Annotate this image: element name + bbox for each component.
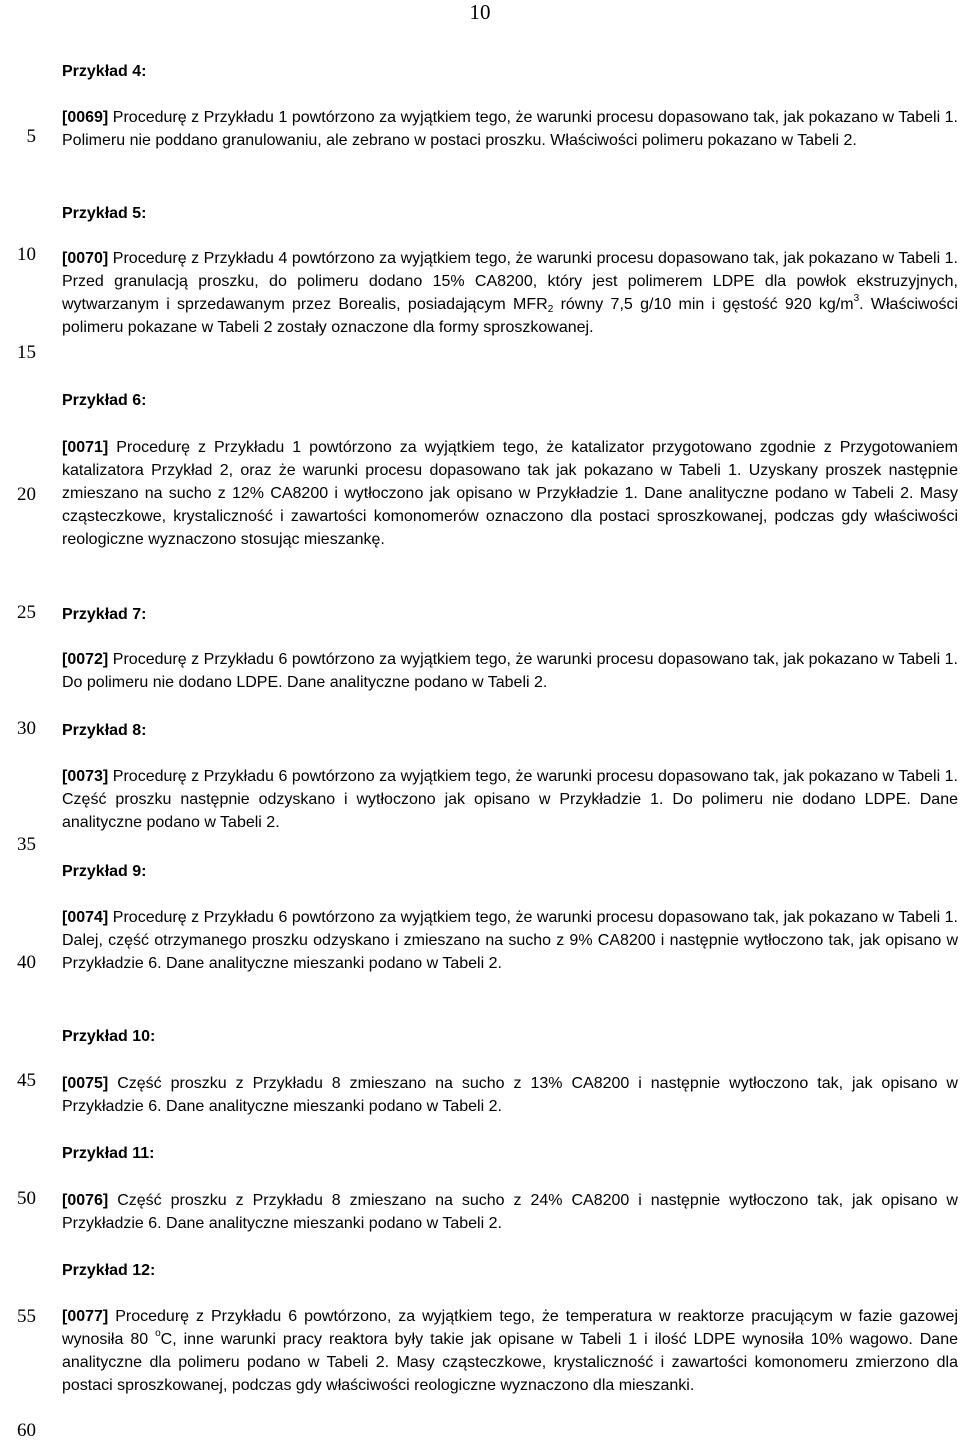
paragraph-text: Procedurę z Przykładu 6 powtórzono, za wyjątkiem tego, że temperatura w reaktorze pracującym w fazie gazowej wynosiła 80 bbox=[62, 1308, 958, 1348]
paragraph bbox=[62, 436, 958, 551]
paragraph-ref: [0072] bbox=[62, 651, 109, 668]
paragraph-text: Procedurę z Przykładu 6 powtórzono za wyjątkiem tego, że warunki procesu dopasowano tak, jak pokazano w Tabeli 1. Dalej, część otrzymanego proszku odzyskano i zmieszano na sucho z 9% CA8200 i następnie wytłoczono tak, jak opisano w Przykładzie 6. Dane analityczne mieszanki podano w Tabeli 2. bbox=[62, 909, 959, 972]
line-number: 15 bbox=[17, 342, 36, 363]
paragraph-text: Część proszku z Przykładu 8 zmieszano na sucho z 13% CA8200 i następnie wytłoczono tak, jak opisano w Przykładzie 6. Dane analityczne mieszanki podano w Tabeli 2. bbox=[62, 1075, 958, 1115]
line-number: 40 bbox=[17, 952, 36, 973]
line-number: 25 bbox=[17, 602, 36, 623]
paragraph bbox=[62, 247, 958, 339]
section-heading: Przykład 8: bbox=[62, 722, 147, 739]
section-heading: Przykład 10: bbox=[62, 1028, 156, 1045]
section-heading: Przykład 6: bbox=[62, 392, 147, 409]
section-heading: Przykład 12: bbox=[62, 1262, 156, 1279]
page-number: 10 bbox=[469, 0, 491, 24]
paragraph-text: C, inne warunki pracy reaktora były takie jak opisane w Tabeli 1 i ilość LDPE wynosiła 10% wagowo. Dane analityczne dla polimeru podano w Tabeli 2. Masy cząsteczkowe, krystaliczność i zawartości komonomeru zmierzono dla postaci sproszkowanej, podczas gdy właściwości reologiczne wyznaczono dla mieszanki. bbox=[62, 1331, 958, 1394]
line-number: 35 bbox=[17, 834, 36, 855]
line-number: 55 bbox=[17, 1306, 36, 1327]
paragraph-text: równy 7,5 g/10 min i gęstość 920 kg/m bbox=[553, 296, 854, 313]
subscript: 2 bbox=[547, 304, 554, 315]
paragraph-ref: [0077] bbox=[62, 1308, 109, 1325]
paragraph-text: Procedurę z Przykładu 4 powtórzono za wyjątkiem tego, że warunki procesu dopasowano tak, jak pokazano w Tabeli 1. Przed granulacją proszku, do polimeru dodano 15% CA8200, który jest polimerem LDPE dla powłok ekstruzyjnych, wytwarzanym i sprzedawanym przez Borealis, posiadającym MFR bbox=[62, 250, 959, 313]
line-number: 5 bbox=[26, 126, 36, 147]
line-number: 45 bbox=[17, 1070, 36, 1091]
paragraph bbox=[62, 1189, 958, 1235]
paragraph bbox=[62, 1305, 958, 1397]
paragraph bbox=[62, 906, 958, 975]
paragraph-ref: [0071] bbox=[62, 439, 109, 456]
section-heading: Przykład 9: bbox=[62, 863, 147, 880]
paragraph bbox=[62, 106, 958, 152]
paragraph-text: Procedurę z Przykładu 6 powtórzono za wyjątkiem tego, że warunki procesu dopasowano tak, jak pokazano w Tabeli 1. Do polimeru nie dodano LDPE. Dane analityczne podano w Tabeli 2. bbox=[62, 651, 959, 691]
paragraph-ref: [0069] bbox=[62, 109, 109, 126]
section-heading: Przykład 4: bbox=[62, 63, 147, 80]
paragraph-ref: [0073] bbox=[62, 768, 109, 785]
section-heading: Przykład 11: bbox=[62, 1145, 155, 1162]
section-heading: Przykład 5: bbox=[62, 205, 147, 222]
line-number: 10 bbox=[17, 244, 36, 265]
paragraph-ref: [0076] bbox=[62, 1192, 109, 1209]
paragraph-ref: [0074] bbox=[62, 909, 109, 926]
line-number: 30 bbox=[17, 718, 36, 739]
paragraph-text: Procedurę z Przykładu 1 powtórzono za wyjątkiem tego, że warunki procesu dopasowano tak, jak pokazano w Tabeli 1. Polimeru nie poddano granulowaniu, ale zebrano w postaci proszku. Właściwości polimeru pokazano w Tabeli 2. bbox=[62, 109, 959, 149]
section-heading: Przykład 7: bbox=[62, 606, 147, 623]
line-number: 20 bbox=[17, 484, 36, 505]
paragraph bbox=[62, 1072, 958, 1118]
paragraph-text: Część proszku z Przykładu 8 zmieszano na sucho z 24% CA8200 i następnie wytłoczono tak, jak opisano w Przykładzie 6. Dane analityczne mieszanki podano w Tabeli 2. bbox=[62, 1192, 958, 1232]
paragraph-text: . Właściwości polimeru pokazane w Tabeli 2 zostały oznaczone dla formy sproszkowanej. bbox=[62, 296, 959, 336]
paragraph-ref: [0070] bbox=[62, 250, 109, 267]
superscript: o bbox=[155, 1328, 161, 1339]
paragraph bbox=[62, 765, 958, 834]
paragraph bbox=[62, 648, 958, 694]
line-number: 60 bbox=[17, 1420, 36, 1441]
line-number: 50 bbox=[17, 1188, 36, 1209]
paragraph-text: Procedurę z Przykładu 6 powtórzono za wyjątkiem tego, że warunki procesu dopasowano tak, jak pokazano w Tabeli 1. Część proszku następnie odzyskano i wytłoczono jak opisano w Przykładzie 1. Do polimeru nie dodano LDPE. Dane analityczne podano w Tabeli 2. bbox=[62, 768, 959, 831]
paragraph-ref: [0075] bbox=[62, 1075, 109, 1092]
paragraph-text: Procedurę z Przykładu 1 powtórzono za wyjątkiem tego, że katalizator przygotowano zgodnie z Przygotowaniem katalizatora Przykład 2, oraz że warunki procesu dopasowano tak jak pokazano w Tabeli 1. Uzyskany proszek następnie zmieszano na sucho z 12% CA8200 i wytłoczono jak opisano w Przykładzie 1. Dane analityczne podano w Tabeli 2. Masy cząsteczkowe, krystaliczność i zawartości komonomerów oznaczono dla postaci sproszkowanej, podczas gdy właściwości reologiczne wyznaczono stosując mieszankę. bbox=[62, 439, 959, 548]
superscript: 3 bbox=[853, 293, 860, 304]
